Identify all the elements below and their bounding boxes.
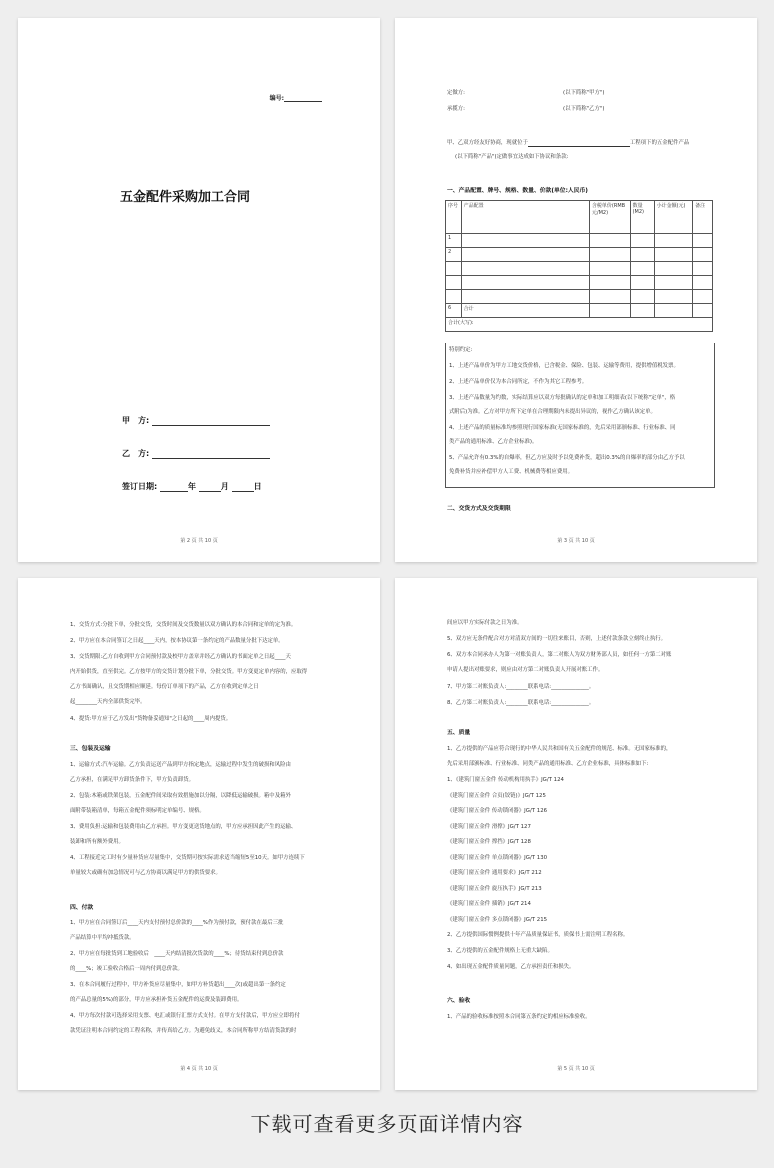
contract-title: 五金配件采购加工合同 [120, 190, 251, 205]
table-cell [693, 262, 713, 276]
table-cell [654, 248, 693, 262]
packing-line: 单量较大或确有加急情况可与乙方协商以满足甲方的供货要求。 [70, 870, 221, 876]
special-term: 2、上述产品单价仅为本合同所定，不作为其它工程参考。 [449, 379, 588, 385]
table-row [446, 262, 713, 276]
month-blank [199, 482, 221, 492]
table-row [446, 234, 713, 248]
section-2-heading: 二、交货方式及交货期限 [447, 506, 511, 512]
special-term: 4、上述产品的质量标准均参照现行国家标准(无国家标准的，先后采用部颁标准、行业标准、同 [449, 425, 676, 431]
quality-line: 《建筑门窗五金件 滑撑》JG/T 127 [447, 824, 531, 830]
table-cell [693, 248, 713, 262]
section-6-heading: 六、验收 [447, 998, 471, 1004]
packing-line: 3、费用负担:运输和包装费用由乙方承担。甲方变更送货地点的，甲方应承担因此产生的运输、 [70, 824, 297, 830]
table-cell [461, 248, 589, 262]
row-number [446, 276, 462, 290]
packing-line: 乙方承担，在满足甲方卸货条件下，甲方负责卸货。 [70, 777, 194, 783]
year-label: 年 [188, 482, 196, 491]
sign-date-label: 签订日期: [122, 482, 158, 491]
delivery-line: 内开始供货，直至供完。乙方按甲方的交货计划分批下单，分批交货。甲方变更定单内容的，应取得 [70, 669, 308, 675]
quality-line: 《建筑门窗五金件 单点锁闭器》JG/T 130 [447, 855, 548, 861]
table-cell [630, 276, 654, 290]
table-cell [654, 290, 693, 304]
payment-line: 的产品总量的5%)的部分，甲方应承担补货五金配件的运费及装卸费用。 [70, 997, 243, 1003]
page-number: 第 3 页 共 10 页 [557, 538, 595, 544]
party-a-blank [152, 416, 270, 426]
account-line: 6、双方本合同承办人为第一对账负责人，第二对账人为双方财务部人员，如任何一方第二对账 [447, 652, 672, 658]
quality-line: 《建筑门窗五金件 撑挡》JG/T 128 [447, 839, 531, 845]
page-number: 第 4 页 共 10 页 [180, 1066, 218, 1072]
delivery-line: 1、交货方式:分批下单，分批交货，交货时间及交货数量以双方确认的本合同和定单的定为准。 [70, 622, 297, 628]
special-term: 免费补货并应补偿甲方人工费、机械费等相应费用。 [449, 469, 573, 475]
product-table [445, 200, 713, 332]
packing-line: 1、运输方式:汽车运输。乙方负责运送产品到甲方指定地点，运输过程中发生的破损和风险由 [70, 762, 291, 768]
payment-line: 3、在本合同履行过程中，甲方补货应尽量集中，如甲方补货超出____次(或超出第一条约定 [70, 982, 286, 988]
special-terms-box [445, 343, 715, 488]
subtotal-label: 合计 [461, 304, 589, 318]
intro-text-b: 工程项下的五金配件产品 [629, 140, 690, 146]
account-line: 间应以甲方实际付款之日为准。 [447, 620, 523, 626]
header-cell: 小计金额(元) [654, 201, 693, 234]
table-cell [461, 290, 589, 304]
party-a-line [122, 415, 270, 426]
table-cell [654, 262, 693, 276]
quality-line: 《建筑门窗五金件 插销》JG/T 214 [447, 901, 531, 907]
delivery-line: 乙方书面确认，且交货期相应顺延。每份订单项下的产品，乙方在收到定单之日 [70, 684, 259, 690]
special-term: 1、上述产品单价为甲方工地交货价格，已含税金、保险、包装、运输等费用，提供增值税发票。 [449, 363, 679, 369]
account-line: 8、乙方第二对账负责人:________联系电话:______________。 [447, 700, 595, 706]
section-3-heading: 三、包装及运输 [70, 746, 111, 752]
table-cell [630, 248, 654, 262]
table-cell [693, 290, 713, 304]
table-cell [630, 290, 654, 304]
day-blank [232, 482, 254, 492]
payment-line: 1、甲方应在合同签订后____天内支付预付总价款的____%作为预付款，预付款在最后三批 [70, 920, 284, 926]
table-row-total [446, 318, 713, 332]
special-term: 式附后)为准。乙方对甲方所下定单在合理期限内未提出异议的，视作乙方确认该定单。 [449, 409, 656, 415]
intro-line-2: (以下简称"产品")定做事宜达成如下协议和条款: [455, 154, 569, 160]
contract-page-5 [395, 578, 757, 1090]
quality-line: 《建筑门窗五金件 多点锁闭器》JG/T 215 [447, 917, 548, 923]
table-cell [693, 234, 713, 248]
row-number: 2 [446, 248, 462, 262]
table-cell [654, 276, 693, 290]
quality-line: 3、乙方提供的五金配件规格上无重大缺陷。 [447, 948, 553, 954]
header-cell: 序号 [446, 201, 462, 234]
seller-label: 承揽方: [447, 106, 465, 112]
table-cell [630, 262, 654, 276]
download-caption: 下载可查看更多页面详情内容 [250, 1112, 524, 1136]
quality-line: 《建筑门窗五金件 合页(铰链)》JG/T 125 [447, 793, 546, 799]
sign-date-line [122, 481, 262, 492]
contract-page-3 [395, 18, 757, 562]
row-number: 1 [446, 234, 462, 248]
special-term: 3、上述产品数量为约数，实际结算应以双方每批确认的定单和加工明细表(以下统称"定单"，格 [449, 395, 676, 401]
party-b-label: 乙 方: [122, 449, 150, 458]
page-number: 第 2 页 共 10 页 [180, 538, 218, 544]
row-number: 6 [446, 304, 462, 318]
packing-line: 装卸和所有额外费用。 [70, 839, 124, 845]
buyer-alias: (以下简称"甲方") [563, 90, 605, 96]
page-number: 第 5 页 共 10 页 [557, 1066, 595, 1072]
account-line: 5、双方应无条件配合对方对清双方间的一切往来账目，否则，上述付款条款立刻终止执行。 [447, 636, 667, 642]
payment-line: 款凭证注明本合同约定的工程名称，并传真给乙方。为避免歧义，本合同所称甲方结清货款的时 [70, 1028, 297, 1034]
payment-line: 4、甲方每次付款可选择采用支票、电汇或银行汇票方式支付。在甲方支付款后，甲方应立即将付 [70, 1013, 300, 1019]
table-cell [693, 304, 713, 318]
party-b-line [122, 448, 270, 459]
quality-line: 《建筑门窗五金件 传动锁闭器》JG/T 126 [447, 808, 548, 814]
table-cell [654, 234, 693, 248]
quality-line: 2、乙方提供国际惯例提供十年产品质量保证书，质保书上需注明工程名称。 [447, 932, 629, 938]
party-b-blank [152, 449, 270, 459]
contract-cover-page [18, 18, 380, 562]
table-row [446, 248, 713, 262]
row-number [446, 290, 462, 304]
quality-line: 1、《建筑门窗五金件 传动机构用执手》JG/T 124 [447, 777, 564, 783]
special-title: 特别约定: [449, 347, 473, 353]
total-upper-label: 合计(大写): [446, 318, 713, 332]
table-cell [461, 276, 589, 290]
contract-number-blank [284, 95, 322, 102]
section-5-heading: 五、质量 [447, 730, 471, 736]
header-cell: 含税单价(RMB元/M2) [589, 201, 630, 234]
payment-line: 2、甲方应在每批货到工地验收后 ____天内结清批次货款的____%；待货结束付到总价款 [70, 951, 284, 957]
party-a-label: 甲 方: [122, 416, 150, 425]
contract-number-label: 编号: [269, 95, 284, 102]
buyer-label: 定做方: [447, 90, 465, 96]
quality-line: 先后采用部颁标准、行业标准、同类产品的通用标准、乙方企业标准，具体标准如下: [447, 761, 649, 767]
section-1-heading: 一、产品配置、牌号、规格、数量、价款(单位:人民币) [447, 188, 588, 194]
year-blank [160, 482, 188, 492]
table-row [446, 290, 713, 304]
row-number [446, 262, 462, 276]
table-cell [589, 262, 630, 276]
packing-line: 4、工程接近完工时有少量补货应尽量集中，交货期可按实际需求适当缩短5至10天。如甲方连续下 [70, 855, 305, 861]
contract-page-4 [18, 578, 380, 1090]
section-4-heading: 四、付款 [70, 905, 94, 911]
table-cell [589, 234, 630, 248]
intro-line-1 [447, 140, 689, 147]
table-cell [693, 276, 713, 290]
header-cell: 备注 [693, 201, 713, 234]
table-row-subtotal [446, 304, 713, 318]
table-cell [461, 234, 589, 248]
special-term: 5、产品允许有0.3%的自爆率，但乙方应及时予以免费补货，超出0.3%的自爆率的部分由乙方予以 [449, 455, 685, 461]
delivery-line: 3、交货期限:乙方自收到甲方合同预付款及校甲方盖章并经乙方确认的书面定单之日起____天 [70, 654, 291, 660]
acceptance-line: 1、产品的验收标准按照本合同第五条约定的相应标准验收。 [447, 1014, 591, 1020]
table-cell [461, 262, 589, 276]
table-cell [589, 290, 630, 304]
payment-line: 的____%；竣工验收合格后一周内付到总价款。 [70, 966, 183, 972]
seller-alias: (以下简称"乙方") [563, 106, 605, 112]
payment-line: 产品结算中平均冲抵货款。 [70, 935, 135, 941]
packing-line: 面附带装箱清单，每箱五金配件须标明定单编号、规格。 [70, 808, 205, 814]
quality-line: 《建筑门窗五金件 旋压执手》JG/T 213 [447, 886, 542, 892]
project-name-blank [528, 140, 630, 147]
intro-text-a: 甲、乙双方经友好协商，现就位于 [447, 140, 528, 146]
account-line: 7、甲方第二对账负责人:________联系电话:______________。 [447, 684, 595, 690]
table-cell [589, 248, 630, 262]
table-cell [589, 276, 630, 290]
header-cell: 数量(M2) [630, 201, 654, 234]
quality-line: 4、如出现五金配件质量问题，乙方承担责任和损失。 [447, 964, 575, 970]
delivery-line: 2、甲方应在本合同签订之日起____天内，按本协议第一条约定的产品数量分批下达定单。 [70, 638, 284, 644]
contract-number [270, 93, 322, 102]
day-label: 日 [253, 482, 262, 491]
table-cell [654, 304, 693, 318]
table-header-row [446, 201, 713, 234]
delivery-line: 4、提货:甲方应于乙方发出"货物备妥通知"之日起的____周内提货。 [70, 716, 232, 722]
special-term: 类产品的通用标准、乙方企业标准)。 [449, 439, 538, 445]
quality-line: 《建筑门窗五金件 通用要求》JG/T 212 [447, 870, 542, 876]
table-cell [589, 304, 630, 318]
packing-line: 2、包装:木箱或铁架包装，五金配件间采取有效措施加以分隔，以降低运输破损。箱中及箱外 [70, 793, 291, 799]
table-cell [630, 304, 654, 318]
account-line: 申请人提出对账要求，则应由对方第二对账负责人开展对账工作。 [447, 667, 604, 673]
quality-line: 1、乙方提供的产品应符合现行的中华人民共和国有关五金配件的规范、标准。无国家标准的， [447, 746, 672, 752]
header-cell: 产品配置 [461, 201, 589, 234]
month-label: 月 [220, 482, 229, 491]
table-cell [630, 234, 654, 248]
delivery-line: 起________天内全部供货完毕。 [70, 699, 146, 705]
table-row [446, 276, 713, 290]
